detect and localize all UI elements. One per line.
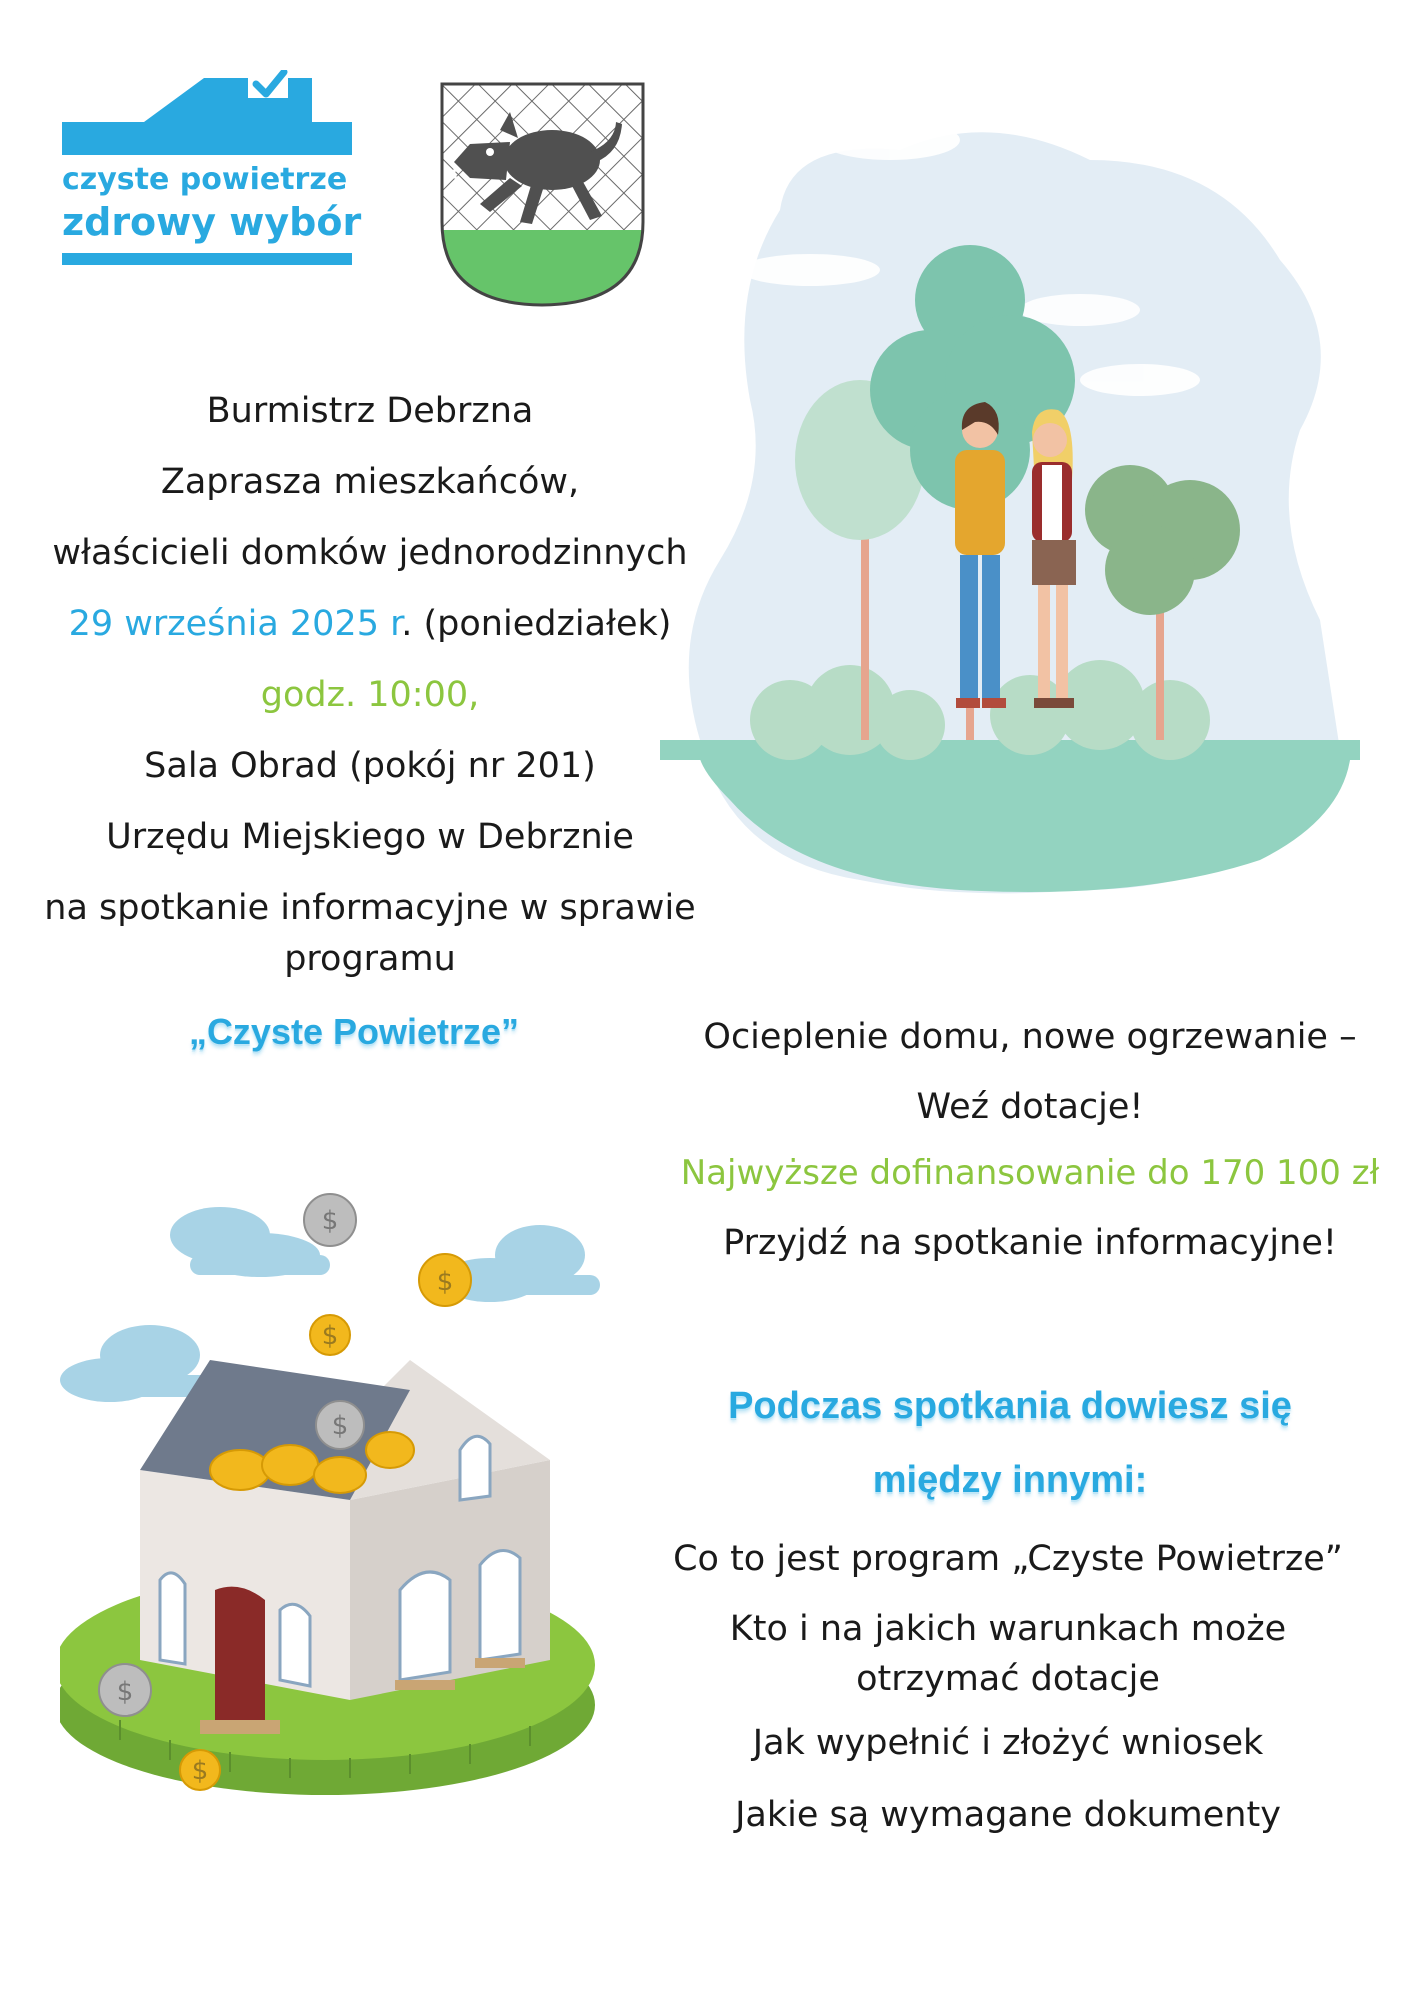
invite-line-1: Burmistrz Debrzna (206, 391, 534, 431)
svg-text:$: $ (321, 1321, 339, 1351)
invite-date-line (20, 605, 720, 644)
invite-purpose-2: programu (284, 939, 456, 979)
topics-heading-2: między innymi: (872, 1459, 1148, 1501)
program-name: „Czyste Powietrze” (188, 1011, 520, 1052)
promo-line-2: Weź dotacje! (916, 1087, 1144, 1127)
invite-room: Sala Obrad (pokój nr 201) (144, 746, 596, 786)
promo-funding: Najwyższe dofinansowanie do 170 100 zł (680, 1153, 1380, 1193)
logo-line2: zdrowy wybór (62, 200, 362, 244)
topic-item: Co to jest program „Czyste Powietrze” (673, 1539, 1343, 1579)
invitation-block (20, 0, 720, 1060)
topics-block (660, 0, 1400, 1860)
invite-purpose-1: na spotkanie informacyjne w sprawie (44, 888, 696, 928)
logo-line1: czyste powietrze (62, 162, 348, 197)
svg-text:$: $ (436, 1267, 454, 1297)
topic-item: Jakie są wymagane dokumenty (735, 1795, 1281, 1835)
topic-item: otrzymać dotacje (856, 1659, 1160, 1699)
invite-office: Urzędu Miejskiego w Debrznie (106, 817, 634, 857)
house-coins-illustration (60, 1160, 620, 1800)
topic-item: Kto i na jakich warunkach może (729, 1609, 1287, 1649)
invite-date: 29 września 2025 r (68, 604, 402, 644)
svg-text:$: $ (191, 1756, 209, 1786)
svg-text:$: $ (116, 1677, 134, 1707)
invite-date-rest: . (poniedziałek) (401, 604, 672, 644)
invite-time: godz. 10:00, (260, 675, 480, 715)
promo-cta: Przyjdź na spotkanie informacyjne! (723, 1223, 1337, 1263)
invite-line-3: właścicieli domków jednorodzinnych (52, 533, 688, 573)
topic-item: Jak wypełnić i złożyć wniosek (752, 1723, 1264, 1763)
svg-text:$: $ (331, 1411, 349, 1441)
topics-heading-1: Podczas spotkania dowiesz się (728, 1385, 1292, 1427)
invite-line-2: Zaprasza mieszkańców, (160, 462, 580, 502)
svg-text:$: $ (321, 1206, 339, 1236)
promo-line-1: Ocieplenie domu, nowe ogrzewanie – (703, 1017, 1357, 1057)
